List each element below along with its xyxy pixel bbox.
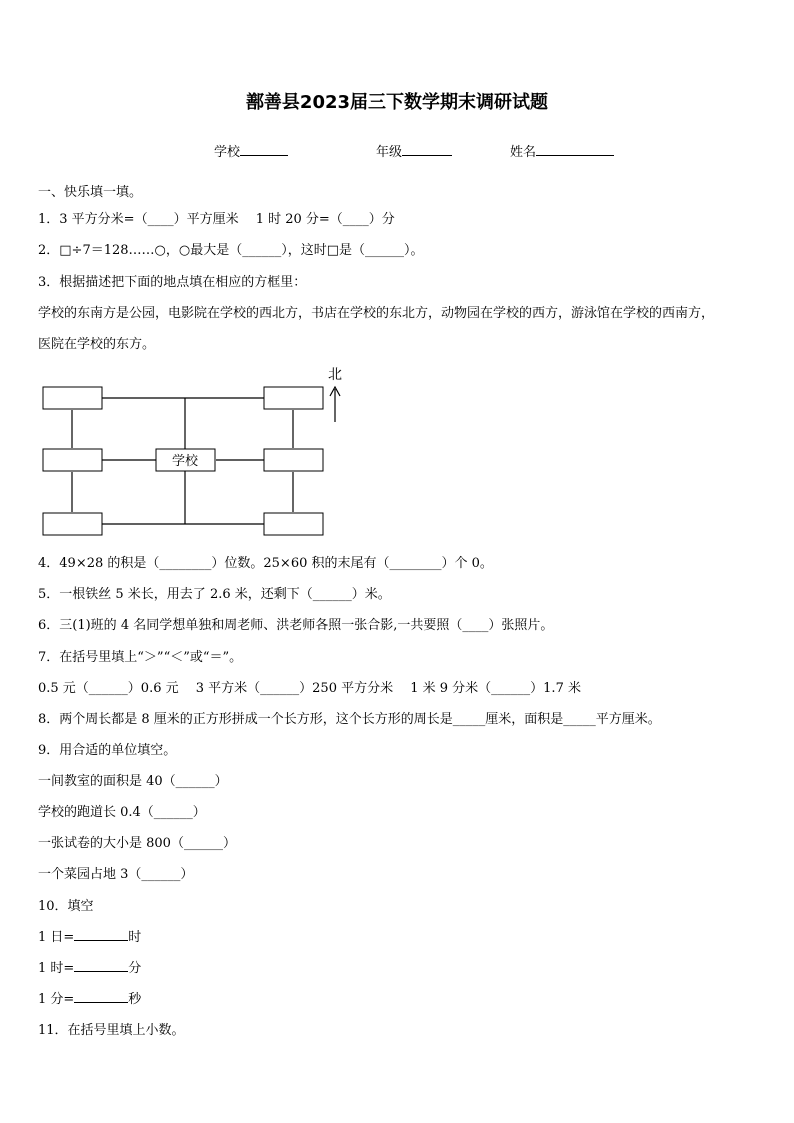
- answer-blank[interactable]: [74, 959, 128, 972]
- box-northeast[interactable]: [264, 387, 323, 409]
- question-9-item: 一个菜园占地 3（______）: [38, 867, 194, 882]
- question-9: 9．用合适的单位填空。: [38, 743, 177, 758]
- question-9-item: 一张试卷的大小是 800（______）: [38, 836, 236, 851]
- box-southeast[interactable]: [264, 513, 323, 535]
- question-7: 7．在括号里填上“＞”“＜”或“＝”。: [38, 650, 243, 665]
- location-diagram: [38, 362, 348, 542]
- north-label: 北: [328, 367, 342, 383]
- name-field[interactable]: [510, 141, 614, 160]
- box-northwest[interactable]: [43, 387, 102, 409]
- school-label: 学校: [214, 145, 241, 160]
- answer-blank[interactable]: [74, 928, 128, 941]
- name-label: 姓名: [510, 145, 537, 160]
- question-6: 6．三(1)班的 4 名同学想单独和周老师、洪老师各照一张合影,一共要照（____）张照片。: [38, 618, 554, 633]
- question-10-item: 1 时= 分: [38, 961, 142, 976]
- question-10-item: 1 日= 时: [38, 930, 142, 945]
- question-2: 2．□÷7＝128……○，○最大是（______），这时□是（______）。: [38, 243, 424, 258]
- question-3-text-2: 医院在学校的东方。: [38, 337, 156, 352]
- question-8: 8．两个周长都是 8 厘米的正方形拼成一个长方形，这个长方形的周长是_____厘米，面积是_____平方厘米。: [38, 712, 661, 727]
- grade-blank[interactable]: [402, 143, 452, 156]
- box-east[interactable]: [264, 449, 323, 471]
- question-10-item: 1 分= 秒: [38, 992, 142, 1007]
- question-5: 5．一根铁丝 5 米长，用去了 2.6 米，还剩下（______）米。: [38, 587, 391, 602]
- school-field[interactable]: [214, 141, 288, 160]
- question-3-intro: 3．根据描述把下面的地点填在相应的方框里：: [38, 275, 307, 290]
- page-title: 鄯善县2023届三下数学期末调研试题: [245, 92, 549, 113]
- question-4: 4．49×28 的积是（________）位数。25×60 积的末尾有（________）个 0。: [38, 556, 493, 571]
- question-9-item: 一间教室的面积是 40（______）: [38, 774, 228, 789]
- question-11: 11．在括号里填上小数。: [38, 1023, 185, 1038]
- school-box-label: 学校: [171, 454, 199, 469]
- section-heading: 一、快乐填一填。: [38, 185, 143, 200]
- question-7-items: 0.5 元（______）0.6 元 3 平方米（______）250 平方分米 1 米 9 分米（______）1.7 米: [38, 681, 581, 696]
- question-3-text-1: 学校的东南方是公园，电影院在学校的西北方，书店在学校的东北方，动物园在学校的西方，游泳馆在学校的西南方，: [38, 306, 715, 321]
- question-10: 10．填空: [38, 899, 94, 914]
- box-southwest[interactable]: [43, 513, 102, 535]
- question-1: 1．3 平方分米=（____）平方厘米 1 时 20 分=（____）分: [38, 212, 395, 227]
- box-west[interactable]: [43, 449, 102, 471]
- question-9-item: 学校的跑道长 0.4（______）: [38, 805, 206, 820]
- grade-label: 年级: [376, 145, 403, 160]
- answer-blank[interactable]: [74, 990, 128, 1003]
- school-blank[interactable]: [240, 143, 288, 156]
- grade-field[interactable]: [376, 141, 452, 160]
- name-blank[interactable]: [536, 143, 614, 156]
